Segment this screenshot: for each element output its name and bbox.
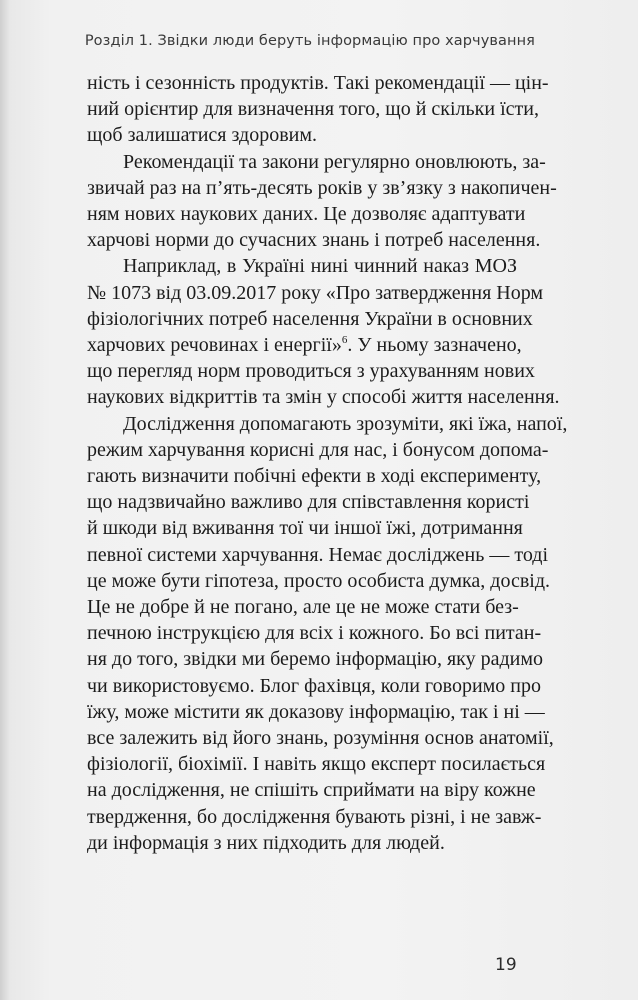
text-line: наукових відкриттів та змін у способі життя населення. <box>87 386 560 409</box>
footnote-reference: 6 <box>341 334 348 347</box>
text-line: ди інформація з них підходить для людей. <box>87 831 445 854</box>
text-line: що перегляд норм проводиться з урахуванням нових <box>87 360 535 383</box>
text-line: Це не добре й не погано, але це не може стати без- <box>87 596 519 619</box>
text-line: фізіологічних потреб населення України в основних <box>87 307 533 330</box>
text-line: й шкоди від вживання тої чи іншої їжі, дотримання <box>87 517 523 540</box>
text-line: печною інструкцією для всіх і кожного. Бо всі питан- <box>87 622 542 645</box>
text-line: ний орієнтир для визначення того, що й скільки їсти, <box>87 98 539 121</box>
text-line: на дослідження, не спішіть сприймати на віру кожне <box>87 779 536 802</box>
text-line: все залежить від його знань, розуміння основ анатомії, <box>87 727 554 750</box>
text-line: Наприклад, в Україні нині чинний наказ МОЗ <box>123 255 517 278</box>
text-line: щоб залишатися здоровим. <box>87 124 318 147</box>
spine-shadow <box>0 0 10 1000</box>
text-segment: . У ньому зазначено, <box>347 334 522 357</box>
text-line: чи використовуємо. Блог фахівця, коли говоримо про <box>87 674 542 697</box>
text-line: їжу, може містити як доказову інформацію, так і ні — <box>87 700 545 723</box>
text-line: це може бути гіпотеза, просто особиста думка, досвід. <box>87 569 550 592</box>
text-line: фізіології, біохімії. І навіть якщо експерт посилається <box>87 753 546 776</box>
text-line: звичай раз на п’ять-десять років у зв’язку з накопичен- <box>87 176 557 199</box>
body-text <box>87 70 568 856</box>
text-line: певної системи харчування. Немає досліджень — тоді <box>87 543 549 566</box>
text-line: ність і сезонність продуктів. Такі рекомендації — цін- <box>87 72 549 94</box>
running-head: Розділ 1. Звідки люди беруть інформацію про харчування <box>84 33 535 49</box>
text-line: ня до того, звідки ми беремо інформацію, яку радимо <box>87 648 543 671</box>
text-line: Дослідження допомагають зрозуміти, які їжа, напої, <box>123 412 568 435</box>
text-line: що надзвичайно важливо для співставлення користі <box>87 491 530 514</box>
text-line: твердження, бо дослідження бувають різні, і не завж- <box>87 805 542 828</box>
text-line: харчові норми до сучасних знань і потреб населення. <box>87 229 541 252</box>
text-line: Рекомендації та закони регулярно оновлюють, за- <box>123 150 546 173</box>
text-line: № 1073 від 03.09.2017 року «Про затвердження Норм <box>87 281 544 304</box>
text-line-with-footnote <box>87 332 522 358</box>
text-line: гають визначити побічні ефекти в ході експерименту, <box>87 465 542 488</box>
text-line: режим харчування корисні для нас, і бонусом допома- <box>87 438 549 461</box>
text-segment: харчових речовинах і енергії» <box>87 334 342 357</box>
text-line: ням нових наукових даних. Це дозволяє адаптувати <box>87 203 526 226</box>
page-number: 19 <box>495 955 517 975</box>
